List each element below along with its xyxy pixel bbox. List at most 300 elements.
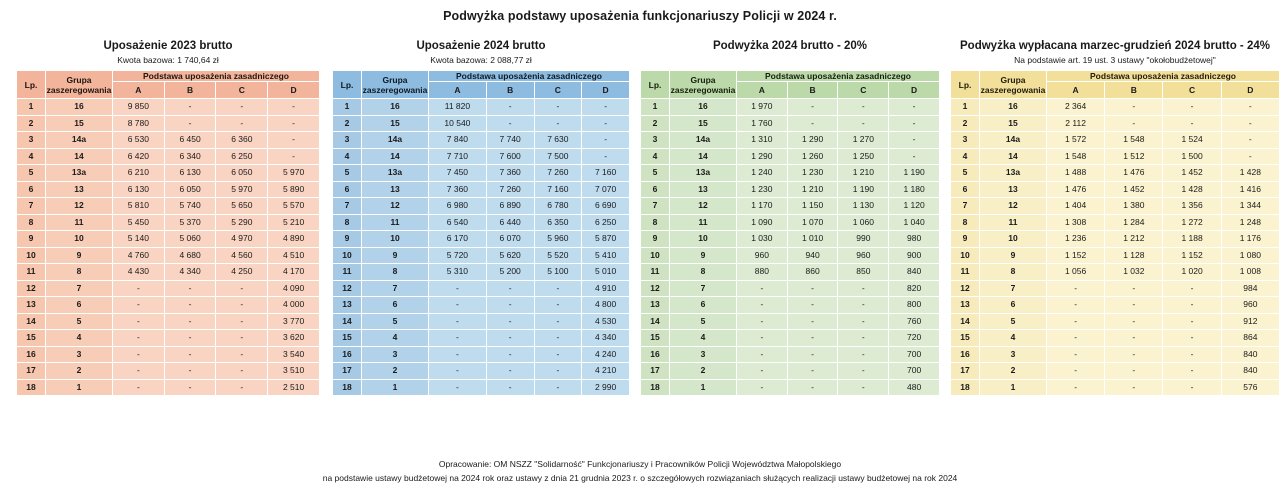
cell-a: 9 850 bbox=[113, 99, 165, 116]
cell-d: 984 bbox=[1221, 280, 1279, 297]
cell-d: 5 010 bbox=[582, 264, 630, 281]
cell-d: 1 040 bbox=[889, 214, 940, 231]
cell-d: 6 250 bbox=[582, 214, 630, 231]
cell-b: - bbox=[164, 363, 216, 380]
header-col-d: D bbox=[268, 82, 320, 99]
table-block-podwyzka-24 bbox=[940, 40, 1280, 396]
header-base: Podstawa uposażenia zasadniczego bbox=[737, 71, 940, 82]
cell-group: 14 bbox=[670, 148, 737, 165]
cell-b: 6 130 bbox=[164, 165, 216, 182]
cell-lp: 6 bbox=[641, 181, 670, 198]
cell-lp: 13 bbox=[17, 297, 46, 314]
cell-a: 11 820 bbox=[429, 99, 487, 116]
cell-b: 6 050 bbox=[164, 181, 216, 198]
cell-a: - bbox=[1047, 280, 1105, 297]
table-row bbox=[951, 214, 1280, 231]
cell-c: - bbox=[838, 297, 889, 314]
header-lp: Lp. bbox=[951, 71, 980, 99]
cell-lp: 17 bbox=[951, 363, 980, 380]
cell-a: - bbox=[1047, 330, 1105, 347]
cell-b: - bbox=[1105, 297, 1163, 314]
cell-a: 10 540 bbox=[429, 115, 487, 132]
table-row bbox=[333, 247, 630, 264]
cell-a: 6 170 bbox=[429, 231, 487, 248]
table-row bbox=[17, 313, 320, 330]
cell-a: 6 130 bbox=[113, 181, 165, 198]
cell-group: 9 bbox=[362, 247, 429, 264]
cell-group: 4 bbox=[46, 330, 113, 347]
cell-c: 6 780 bbox=[534, 198, 582, 215]
cell-d: 1 008 bbox=[1221, 264, 1279, 281]
table-row bbox=[951, 280, 1280, 297]
cell-group: 14 bbox=[980, 148, 1047, 165]
cell-group: 11 bbox=[980, 214, 1047, 231]
cell-lp: 8 bbox=[951, 214, 980, 231]
cell-a: - bbox=[429, 330, 487, 347]
cell-d: 840 bbox=[1221, 346, 1279, 363]
cell-a: - bbox=[1047, 297, 1105, 314]
cell-group: 2 bbox=[362, 363, 429, 380]
cell-group: 1 bbox=[362, 379, 429, 396]
cell-group: 6 bbox=[670, 297, 737, 314]
header-col-b: B bbox=[486, 82, 534, 99]
cell-group: 7 bbox=[46, 280, 113, 297]
header-col-a: A bbox=[737, 82, 788, 99]
cell-group: 2 bbox=[670, 363, 737, 380]
cell-lp: 10 bbox=[333, 247, 362, 264]
cell-d: 5 890 bbox=[268, 181, 320, 198]
cell-c: 7 160 bbox=[534, 181, 582, 198]
cell-b: 1 260 bbox=[787, 148, 838, 165]
cell-b: - bbox=[1105, 115, 1163, 132]
cell-a: - bbox=[1047, 363, 1105, 380]
header-lp: Lp. bbox=[333, 71, 362, 99]
cell-d: 864 bbox=[1221, 330, 1279, 347]
cell-a: 1 152 bbox=[1047, 247, 1105, 264]
cell-d: - bbox=[268, 99, 320, 116]
cell-group: 10 bbox=[980, 231, 1047, 248]
header-col-a: A bbox=[1047, 82, 1105, 99]
header-col-b: B bbox=[1105, 82, 1163, 99]
cell-lp: 16 bbox=[17, 346, 46, 363]
table-row bbox=[951, 264, 1280, 281]
cell-a: 1 548 bbox=[1047, 148, 1105, 165]
cell-lp: 15 bbox=[333, 330, 362, 347]
cell-lp: 16 bbox=[951, 346, 980, 363]
cell-d: 4 910 bbox=[582, 280, 630, 297]
cell-group: 2 bbox=[46, 363, 113, 380]
cell-b: 1 380 bbox=[1105, 198, 1163, 215]
cell-b: - bbox=[486, 313, 534, 330]
table-row bbox=[641, 330, 940, 347]
table-row bbox=[333, 363, 630, 380]
header-col-a: A bbox=[113, 82, 165, 99]
table-row bbox=[17, 198, 320, 215]
cell-lp: 15 bbox=[641, 330, 670, 347]
table-body bbox=[951, 71, 1280, 396]
cell-lp: 16 bbox=[333, 346, 362, 363]
cell-b: 6 450 bbox=[164, 132, 216, 149]
cell-group: 16 bbox=[670, 99, 737, 116]
cell-a: - bbox=[1047, 379, 1105, 396]
table-row bbox=[951, 346, 1280, 363]
cell-a: 1 476 bbox=[1047, 181, 1105, 198]
cell-lp: 2 bbox=[951, 115, 980, 132]
cell-a: 5 720 bbox=[429, 247, 487, 264]
cell-group: 3 bbox=[980, 346, 1047, 363]
cell-b: 6 340 bbox=[164, 148, 216, 165]
table-row bbox=[951, 297, 1280, 314]
table-row bbox=[333, 330, 630, 347]
cell-a: - bbox=[429, 280, 487, 297]
table-subtitle bbox=[640, 55, 940, 65]
cell-d: 720 bbox=[889, 330, 940, 347]
cell-lp: 8 bbox=[17, 214, 46, 231]
cell-b: 7 600 bbox=[486, 148, 534, 165]
cell-c: 990 bbox=[838, 231, 889, 248]
table-block-podwyzka-20 bbox=[630, 40, 940, 396]
cell-b: 5 370 bbox=[164, 214, 216, 231]
cell-c: 6 350 bbox=[534, 214, 582, 231]
cell-group: 12 bbox=[362, 198, 429, 215]
cell-group: 15 bbox=[670, 115, 737, 132]
cell-group: 16 bbox=[362, 99, 429, 116]
cell-d: - bbox=[889, 115, 940, 132]
cell-b: - bbox=[787, 313, 838, 330]
cell-c: 1 020 bbox=[1163, 264, 1221, 281]
cell-d: - bbox=[582, 132, 630, 149]
cell-a: - bbox=[429, 363, 487, 380]
cell-lp: 17 bbox=[17, 363, 46, 380]
cell-c: 5 290 bbox=[216, 214, 268, 231]
cell-lp: 3 bbox=[951, 132, 980, 149]
cell-d: 1 428 bbox=[1221, 165, 1279, 182]
cell-lp: 3 bbox=[17, 132, 46, 149]
cell-group: 13a bbox=[980, 165, 1047, 182]
cell-d: 4 090 bbox=[268, 280, 320, 297]
cell-b: - bbox=[164, 297, 216, 314]
cell-c: - bbox=[534, 346, 582, 363]
cell-c: 6 250 bbox=[216, 148, 268, 165]
cell-a: 4 430 bbox=[113, 264, 165, 281]
cell-group: 13a bbox=[362, 165, 429, 182]
cell-d: - bbox=[1221, 115, 1279, 132]
cell-lp: 16 bbox=[641, 346, 670, 363]
cell-a: - bbox=[113, 280, 165, 297]
cell-b: 7 360 bbox=[486, 165, 534, 182]
cell-a: 1 760 bbox=[737, 115, 788, 132]
cell-b: 1 452 bbox=[1105, 181, 1163, 198]
cell-b: - bbox=[164, 280, 216, 297]
table-block-uposazenie-2024 bbox=[320, 40, 630, 396]
cell-a: - bbox=[1047, 346, 1105, 363]
cell-group: 4 bbox=[362, 330, 429, 347]
cell-group: 13 bbox=[980, 181, 1047, 198]
table-row bbox=[641, 115, 940, 132]
cell-c: - bbox=[534, 280, 582, 297]
cell-c: 4 560 bbox=[216, 247, 268, 264]
table-row bbox=[333, 280, 630, 297]
cell-b: - bbox=[787, 363, 838, 380]
cell-d: 5 870 bbox=[582, 231, 630, 248]
cell-lp: 7 bbox=[333, 198, 362, 215]
cell-group: 14a bbox=[980, 132, 1047, 149]
cell-d: 4 890 bbox=[268, 231, 320, 248]
cell-a: 6 420 bbox=[113, 148, 165, 165]
table-row bbox=[17, 165, 320, 182]
cell-a: - bbox=[429, 379, 487, 396]
table-row bbox=[641, 363, 940, 380]
cell-d: 1 248 bbox=[1221, 214, 1279, 231]
table-title: Podwyżka 2024 brutto - 20% bbox=[712, 40, 868, 52]
table-row bbox=[333, 148, 630, 165]
table-row bbox=[951, 247, 1280, 264]
cell-lp: 9 bbox=[17, 231, 46, 248]
cell-d: 4 000 bbox=[268, 297, 320, 314]
cell-c: - bbox=[1163, 346, 1221, 363]
cell-b: - bbox=[486, 379, 534, 396]
cell-a: 1 056 bbox=[1047, 264, 1105, 281]
cell-group: 16 bbox=[980, 99, 1047, 116]
cell-lp: 8 bbox=[333, 214, 362, 231]
cell-group: 9 bbox=[670, 247, 737, 264]
tables-row bbox=[0, 40, 1280, 396]
cell-lp: 7 bbox=[641, 198, 670, 215]
header-group: Grupa zaszeregowania bbox=[980, 71, 1047, 99]
cell-lp: 5 bbox=[17, 165, 46, 182]
cell-d: - bbox=[582, 148, 630, 165]
cell-b: 860 bbox=[787, 264, 838, 281]
cell-b: - bbox=[1105, 99, 1163, 116]
cell-group: 13 bbox=[362, 181, 429, 198]
table-row bbox=[641, 297, 940, 314]
cell-lp: 12 bbox=[641, 280, 670, 297]
cell-a: 5 140 bbox=[113, 231, 165, 248]
cell-c: - bbox=[1163, 313, 1221, 330]
cell-a: 1 290 bbox=[737, 148, 788, 165]
cell-lp: 1 bbox=[17, 99, 46, 116]
raise-table-20 bbox=[640, 70, 940, 396]
cell-b: - bbox=[164, 313, 216, 330]
cell-d: 3 510 bbox=[268, 363, 320, 380]
cell-d: 2 510 bbox=[268, 379, 320, 396]
table-row bbox=[17, 346, 320, 363]
cell-d: 2 990 bbox=[582, 379, 630, 396]
cell-c: 1 524 bbox=[1163, 132, 1221, 149]
cell-lp: 18 bbox=[951, 379, 980, 396]
cell-b: - bbox=[486, 363, 534, 380]
cell-lp: 13 bbox=[641, 297, 670, 314]
cell-lp: 15 bbox=[17, 330, 46, 347]
cell-a: 5 450 bbox=[113, 214, 165, 231]
cell-c: 1 190 bbox=[838, 181, 889, 198]
cell-b: 7 260 bbox=[486, 181, 534, 198]
footer-line-2: na podstawie ustawy budżetowej na 2024 rok oraz ustawy z dnia 21 grudnia 2023 r. o szczegółowych rozwiązaniach służących realizacji ustawy budżetowej na rok 2024 bbox=[322, 473, 958, 483]
cell-b: 1 032 bbox=[1105, 264, 1163, 281]
cell-b: 1 150 bbox=[787, 198, 838, 215]
cell-d: 1 120 bbox=[889, 198, 940, 215]
table-row bbox=[17, 181, 320, 198]
cell-c: 5 960 bbox=[534, 231, 582, 248]
cell-group: 1 bbox=[980, 379, 1047, 396]
cell-lp: 5 bbox=[951, 165, 980, 182]
cell-d: - bbox=[1221, 132, 1279, 149]
cell-c: - bbox=[838, 313, 889, 330]
header-col-c: C bbox=[216, 82, 268, 99]
cell-c: 5 650 bbox=[216, 198, 268, 215]
cell-d: 7 070 bbox=[582, 181, 630, 198]
cell-b: 5 740 bbox=[164, 198, 216, 215]
cell-c: - bbox=[216, 346, 268, 363]
cell-d: - bbox=[889, 148, 940, 165]
cell-c: - bbox=[838, 280, 889, 297]
table-row bbox=[951, 165, 1280, 182]
cell-lp: 14 bbox=[333, 313, 362, 330]
cell-d: 1 190 bbox=[889, 165, 940, 182]
cell-b: - bbox=[787, 330, 838, 347]
cell-d: 576 bbox=[1221, 379, 1279, 396]
cell-lp: 9 bbox=[951, 231, 980, 248]
raise-table-24 bbox=[950, 70, 1280, 396]
cell-c: 1 250 bbox=[838, 148, 889, 165]
cell-b: 6 890 bbox=[486, 198, 534, 215]
table-header-row bbox=[951, 71, 1280, 82]
cell-a: - bbox=[429, 297, 487, 314]
cell-c: - bbox=[216, 313, 268, 330]
cell-lp: 12 bbox=[333, 280, 362, 297]
cell-b: 1 070 bbox=[787, 214, 838, 231]
cell-lp: 11 bbox=[951, 264, 980, 281]
cell-a: 2 364 bbox=[1047, 99, 1105, 116]
cell-d: - bbox=[889, 99, 940, 116]
table-row bbox=[333, 231, 630, 248]
cell-group: 11 bbox=[670, 214, 737, 231]
cell-group: 10 bbox=[362, 231, 429, 248]
cell-d: 4 530 bbox=[582, 313, 630, 330]
cell-a: - bbox=[737, 313, 788, 330]
cell-c: - bbox=[216, 297, 268, 314]
cell-b: - bbox=[1105, 330, 1163, 347]
cell-lp: 1 bbox=[641, 99, 670, 116]
cell-lp: 14 bbox=[951, 313, 980, 330]
table-row bbox=[951, 379, 1280, 396]
cell-a: 6 980 bbox=[429, 198, 487, 215]
cell-a: - bbox=[1047, 313, 1105, 330]
cell-a: 6 540 bbox=[429, 214, 487, 231]
cell-c: 5 520 bbox=[534, 247, 582, 264]
cell-group: 8 bbox=[980, 264, 1047, 281]
cell-group: 5 bbox=[46, 313, 113, 330]
cell-a: 4 760 bbox=[113, 247, 165, 264]
cell-group: 14a bbox=[362, 132, 429, 149]
cell-lp: 5 bbox=[333, 165, 362, 182]
cell-a: 1 240 bbox=[737, 165, 788, 182]
cell-b: 1 230 bbox=[787, 165, 838, 182]
cell-c: 7 500 bbox=[534, 148, 582, 165]
cell-lp: 13 bbox=[951, 297, 980, 314]
cell-d: 820 bbox=[889, 280, 940, 297]
cell-group: 7 bbox=[362, 280, 429, 297]
cell-group: 7 bbox=[980, 280, 1047, 297]
cell-b: - bbox=[486, 115, 534, 132]
table-row bbox=[333, 297, 630, 314]
cell-a: - bbox=[429, 313, 487, 330]
cell-group: 3 bbox=[362, 346, 429, 363]
cell-c: 1 210 bbox=[838, 165, 889, 182]
cell-c: - bbox=[216, 363, 268, 380]
cell-group: 14a bbox=[46, 132, 113, 149]
cell-lp: 3 bbox=[333, 132, 362, 149]
cell-b: 6 440 bbox=[486, 214, 534, 231]
table-row bbox=[641, 264, 940, 281]
cell-group: 14 bbox=[46, 148, 113, 165]
table-row bbox=[641, 231, 940, 248]
cell-lp: 4 bbox=[17, 148, 46, 165]
cell-c: - bbox=[1163, 363, 1221, 380]
header-group: Grupa zaszeregowania bbox=[670, 71, 737, 99]
cell-b: 940 bbox=[787, 247, 838, 264]
header-col-d: D bbox=[1221, 82, 1279, 99]
cell-d: 5 410 bbox=[582, 247, 630, 264]
table-row bbox=[641, 346, 940, 363]
cell-b: 5 060 bbox=[164, 231, 216, 248]
cell-group: 9 bbox=[46, 247, 113, 264]
table-row bbox=[17, 297, 320, 314]
cell-c: 1 428 bbox=[1163, 181, 1221, 198]
cell-d: 3 620 bbox=[268, 330, 320, 347]
table-subtitle: Kwota bazowa: 2 088,77 zł bbox=[430, 55, 532, 65]
header-base: Podstawa uposażenia zasadniczego bbox=[113, 71, 320, 82]
cell-c: - bbox=[1163, 99, 1221, 116]
cell-group: 9 bbox=[980, 247, 1047, 264]
cell-d: 4 170 bbox=[268, 264, 320, 281]
cell-c: 1 500 bbox=[1163, 148, 1221, 165]
table-subtitle: Na podstawie art. 19 ust. 3 ustawy "okołobudżetowej" bbox=[1014, 55, 1216, 65]
cell-c: - bbox=[1163, 297, 1221, 314]
cell-lp: 11 bbox=[641, 264, 670, 281]
table-row bbox=[951, 181, 1280, 198]
cell-group: 16 bbox=[46, 99, 113, 116]
cell-lp: 11 bbox=[17, 264, 46, 281]
cell-group: 14a bbox=[670, 132, 737, 149]
table-row bbox=[951, 148, 1280, 165]
cell-c: 7 630 bbox=[534, 132, 582, 149]
table-row bbox=[951, 363, 1280, 380]
cell-a: - bbox=[737, 297, 788, 314]
cell-d: 1 344 bbox=[1221, 198, 1279, 215]
cell-d: 1 416 bbox=[1221, 181, 1279, 198]
table-row bbox=[641, 313, 940, 330]
cell-lp: 7 bbox=[17, 198, 46, 215]
salary-table-2024 bbox=[332, 70, 630, 396]
table-row bbox=[17, 247, 320, 264]
cell-d: 700 bbox=[889, 346, 940, 363]
cell-d: 760 bbox=[889, 313, 940, 330]
table-row bbox=[641, 379, 940, 396]
cell-d: 900 bbox=[889, 247, 940, 264]
cell-d: - bbox=[582, 99, 630, 116]
cell-c: 7 260 bbox=[534, 165, 582, 182]
header-lp: Lp. bbox=[17, 71, 46, 99]
cell-d: 4 340 bbox=[582, 330, 630, 347]
cell-d: 700 bbox=[889, 363, 940, 380]
cell-group: 14 bbox=[362, 148, 429, 165]
header-base: Podstawa uposażenia zasadniczego bbox=[1047, 71, 1280, 82]
cell-d: 4 800 bbox=[582, 297, 630, 314]
cell-a: - bbox=[737, 330, 788, 347]
cell-lp: 2 bbox=[333, 115, 362, 132]
cell-d: 1 180 bbox=[889, 181, 940, 198]
